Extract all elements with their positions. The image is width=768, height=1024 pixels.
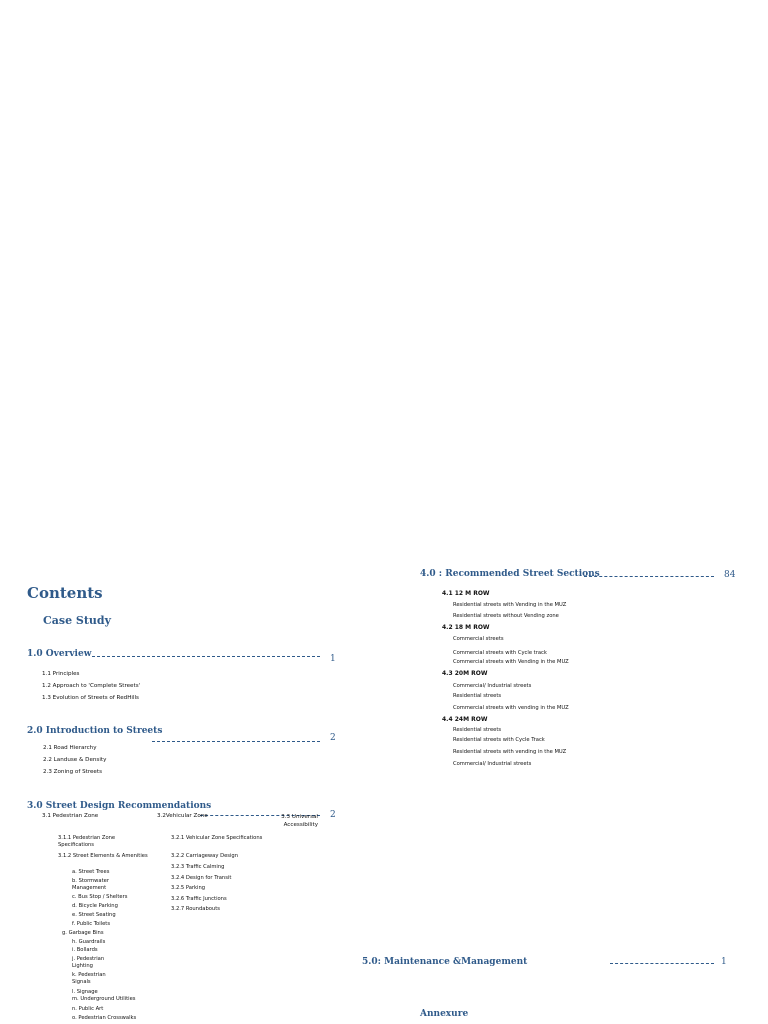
toc-subitem[interactable]: g. Garbage Bins <box>62 930 104 936</box>
annexure-heading[interactable]: Annexure <box>420 1009 469 1019</box>
toc-section-1-title[interactable]: 1.0 Overview <box>27 649 92 659</box>
toc-item[interactable]: Residential streets without Vending zone <box>453 613 559 619</box>
toc-subitem[interactable]: d. Bicycle Parking <box>72 903 118 909</box>
toc-item[interactable]: 3.1.1 Pedestrian Zone Specifications <box>58 835 116 848</box>
toc-leader-1 <box>92 656 320 657</box>
toc-item[interactable]: 2.1 Road Hierarchy <box>43 745 97 751</box>
toc-item[interactable]: 3.3 Universal Accessibility <box>281 814 318 828</box>
toc-section-4-title[interactable]: 4.0 : Recommended Street Sections <box>420 569 600 579</box>
toc-item[interactable]: 1.1 Principles <box>42 671 80 677</box>
toc-item[interactable]: 3.2.1 Vehicular Zone Specifications <box>171 835 263 841</box>
toc-subitem[interactable]: b. Stormwater Management <box>72 878 109 891</box>
toc-subheading[interactable]: 4.3 20M ROW <box>442 670 488 677</box>
contents-title: Contents <box>27 584 103 602</box>
case-study-heading: Case Study <box>43 614 112 627</box>
toc-item[interactable]: 3.2.7 Roundabouts <box>171 906 220 912</box>
toc-item[interactable]: 2.3 Zoning of Streets <box>43 769 102 775</box>
toc-subitem[interactable]: m. Underground Utilities <box>72 996 136 1002</box>
toc-item[interactable]: 3.2.2 Carriageway Design <box>171 853 238 859</box>
toc-subheading[interactable]: 4.4 24M ROW <box>442 716 488 723</box>
toc-subitem[interactable]: e. Street Seating <box>72 912 116 918</box>
toc-subitem[interactable]: n. Public Art <box>72 1006 104 1012</box>
toc-item[interactable]: 3.1 Pedestrian Zone <box>42 813 99 819</box>
toc-subitem[interactable]: j. Pedestrian Lighting <box>72 956 105 969</box>
toc-subitem[interactable]: c. Bus Stop / Shelters <box>72 894 128 900</box>
toc-section-2-page: 2 <box>330 733 336 743</box>
toc-item[interactable]: 3.2.3 Traffic Calming <box>171 864 225 870</box>
toc-section-4-page: 84 <box>724 570 736 580</box>
toc-item[interactable]: Residential streets with Vending in the MUZ <box>453 602 567 608</box>
toc-subitem[interactable]: a. Street Trees <box>72 869 110 875</box>
toc-item[interactable]: 3.2.5 Parking <box>171 885 206 891</box>
toc-subitem[interactable]: l. Signage <box>72 989 98 995</box>
toc-subitem[interactable]: f. Public Toilets <box>72 921 111 927</box>
toc-item[interactable]: 3.1.2 Street Elements & Amenities <box>58 853 148 859</box>
toc-item[interactable]: Commercial streets with Vending in the MUZ <box>453 659 569 665</box>
toc-item[interactable]: Residential streets with Cycle Track <box>453 737 545 743</box>
toc-item[interactable]: Commercial streets with Cycle track <box>453 650 547 656</box>
toc-item[interactable]: 3.2.4 Design for Transit <box>171 875 232 881</box>
toc-subitem[interactable]: h. Guardrails <box>72 939 106 945</box>
toc-leader-2 <box>152 741 320 742</box>
toc-section-3-page: 2 <box>330 810 336 820</box>
toc-section-5-title[interactable]: 5.0: Maintenance &Management <box>362 957 528 967</box>
toc-section-3-title[interactable]: 3.0 Street Design Recommendations <box>27 801 212 811</box>
toc-item[interactable]: 3.2Vehicular Zone <box>157 813 208 819</box>
toc-subitem[interactable]: k. Pedestrian Signals <box>72 972 106 985</box>
toc-subitem[interactable]: i. Bollards <box>72 947 98 953</box>
toc-item[interactable]: Residential streets <box>453 727 502 733</box>
toc-item[interactable]: 3.2.6 Traffic Junctions <box>171 896 227 902</box>
toc-subheading[interactable]: 4.1 12 M ROW <box>442 590 490 597</box>
toc-subheading[interactable]: 4.2 18 M ROW <box>442 624 490 631</box>
toc-item[interactable]: 1.3 Evolution of Streets of RedHills <box>42 695 139 701</box>
toc-section-1-page: 1 <box>330 654 336 664</box>
toc-item[interactable]: 2.2 Landuse & Density <box>43 757 107 763</box>
toc-item[interactable]: Commercial/ Industrial streets <box>453 761 532 767</box>
toc-item[interactable]: Commercial streets <box>453 636 504 642</box>
toc-item[interactable]: Residential streets with vending in the MUZ <box>453 749 567 755</box>
toc-section-5-page: 1 <box>721 957 727 967</box>
toc-subitem[interactable]: o. Pedestrian Crosswalks <box>72 1015 137 1021</box>
toc-item[interactable]: Commercial/ Industrial streets <box>453 683 532 689</box>
toc-section-2-title[interactable]: 2.0 Introduction to Streets <box>27 726 163 736</box>
toc-leader-5 <box>610 963 714 964</box>
toc-item[interactable]: 1.2 Approach to 'Complete Streets' <box>42 683 141 689</box>
toc-item[interactable]: Residential streets <box>453 693 502 699</box>
toc-leader-4 <box>584 576 714 577</box>
toc-item[interactable]: Commercial streets with vending in the MUZ <box>453 705 569 711</box>
